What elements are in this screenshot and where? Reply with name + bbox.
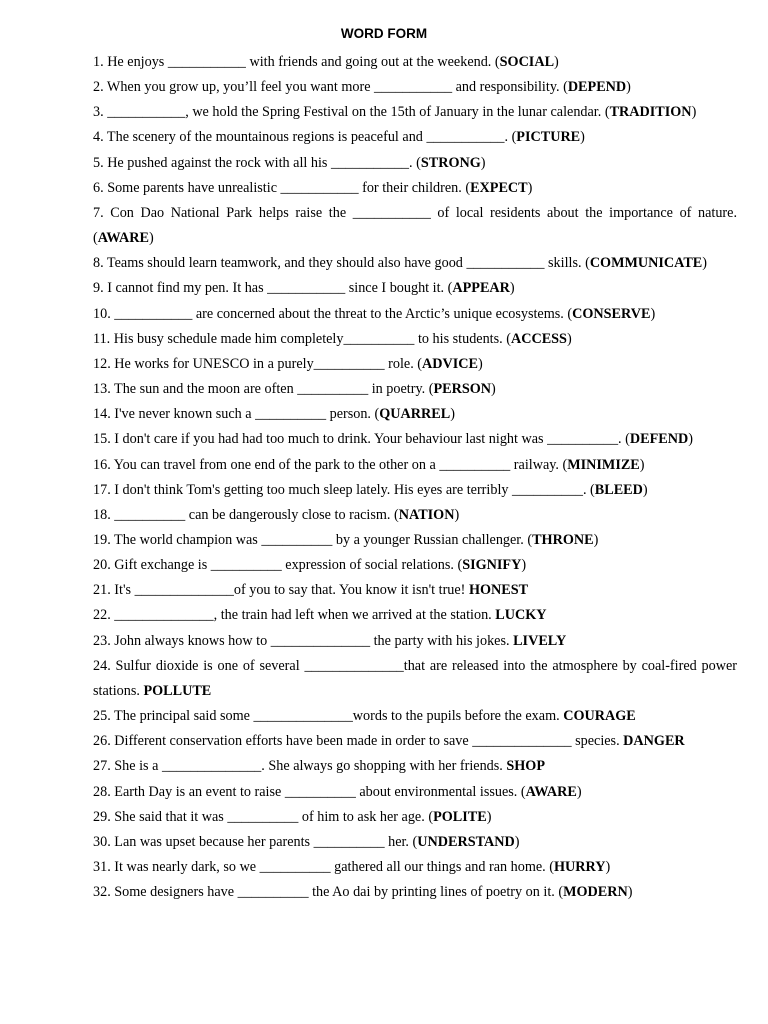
root-word: PERSON: [433, 381, 491, 398]
root-word: APPEAR: [452, 280, 510, 297]
sentence-text: 22. ______________, the train had left when we arrived at the station.: [93, 607, 496, 624]
exercise-item: [93, 251, 737, 276]
root-word: CONSERVE: [572, 305, 651, 322]
closing-text: ): [650, 305, 656, 322]
root-word: COURAGE: [563, 708, 636, 725]
closing-text: ): [576, 783, 582, 800]
exercise-item: [93, 352, 737, 377]
closing-text: ): [580, 129, 585, 146]
closing-text: ): [480, 154, 486, 171]
sentence-text: 1. He enjoys ___________ with friends and going out at the weekend. (: [93, 54, 500, 70]
sentence-text: 20. Gift exchange is __________ expression of social relations. (: [93, 557, 463, 574]
exercise-item: [93, 754, 737, 779]
exercise-item: [93, 603, 737, 628]
closing-text: ): [521, 557, 527, 574]
sentence-text: 12. He works for UNESCO in a purely__________ role. (: [93, 355, 423, 372]
root-word: THRONE: [532, 531, 594, 548]
sentence-text: 23. John always knows how to ______________ the party with his jokes.: [93, 632, 514, 649]
root-word: SHOP: [506, 758, 546, 775]
sentence-text: 31. It was nearly dark, so we __________ gathered all our things and ran home. (: [93, 859, 554, 875]
root-word: UNDERSTAND: [417, 833, 515, 850]
closing-text: ): [642, 481, 648, 498]
sentence-text: 3. ___________, we hold the Spring Festival on the 15th of January in the lunar calendar. (: [93, 104, 610, 121]
root-word: COMMUNICATE: [589, 255, 703, 272]
closing-text: ): [148, 230, 154, 247]
sentence-text: 7. Con Dao National Park helps raise the ___________ of local residents about the importance of nature. (: [93, 204, 737, 247]
exercise-item: [93, 629, 737, 654]
sentence-text: 32. Some designers have __________ the Ao dai by printing lines of poetry on it. (: [93, 884, 564, 901]
root-word: NATION: [398, 506, 455, 523]
exercise-item: [93, 780, 737, 805]
sentence-text: 19. The world champion was __________ by a younger Russian challenger. (: [93, 531, 533, 548]
sentence-text: 2. When you grow up, you’ll feel you want more ___________ and responsibility. (: [93, 79, 568, 96]
exercise-item: [93, 327, 737, 352]
root-word: ACCESS: [510, 330, 567, 347]
closing-text: ): [486, 808, 492, 825]
sentence-text: 8. Teams should learn teamwork, and they should also have good ___________ skills. (: [93, 255, 590, 272]
exercise-item: [93, 125, 737, 150]
page-title: WORD FORM: [340, 26, 428, 41]
closing-text: ): [450, 406, 455, 423]
exercise-item: [93, 151, 737, 176]
exercise-item: [93, 704, 737, 729]
exercise-item: [93, 503, 737, 528]
root-word: SIGNIFY: [462, 557, 522, 574]
exercise-item: [93, 805, 737, 830]
closing-text: ): [527, 179, 533, 196]
sentence-text: 25. The principal said some ______________words to the pupils before the exam.: [93, 708, 564, 725]
root-word: LIVELY: [513, 632, 567, 649]
closing-text: ): [702, 255, 707, 272]
sentence-text: 24. Sulfur dioxide is one of several ______________that are released into the atmosphere by coal-fired power stations.: [93, 657, 737, 699]
root-word: BLEED: [594, 481, 643, 498]
exercise-item: [93, 427, 737, 452]
sentence-text: 27. She is a ______________. She always go shopping with her friends.: [93, 758, 507, 775]
closing-text: ): [554, 54, 559, 70]
root-word: HONEST: [468, 582, 529, 599]
sentence-text: 17. I don't think Tom's getting too much sleep lately. His eyes are terribly __________. (: [93, 481, 595, 498]
root-word: ADVICE: [422, 355, 478, 372]
root-word: QUARREL: [379, 406, 451, 423]
closing-text: ): [626, 79, 631, 96]
sentence-text: 26. Different conservation efforts have been made in order to save ______________ species.: [93, 733, 624, 750]
exercise-item: [93, 855, 737, 880]
exercise-item: [93, 100, 737, 125]
sentence-text: 13. The sun and the moon are often __________ in poetry. (: [93, 381, 434, 398]
root-word: LUCKY: [495, 607, 547, 624]
sentence-text: 30. Lan was upset because her parents __________ her. (: [93, 833, 418, 850]
closing-text: ): [605, 859, 611, 875]
sentence-text: 29. She said that it was __________ of him to ask her age. (: [93, 808, 434, 825]
root-word: DEPEND: [567, 79, 627, 96]
exercise-list: [93, 50, 737, 905]
sentence-text: 9. I cannot find my pen. It has ___________ since I bought it. (: [93, 280, 453, 297]
root-word: AWARE: [525, 783, 577, 800]
closing-text: ): [566, 330, 572, 347]
sentence-text: 28. Earth Day is an event to raise __________ about environmental issues. (: [93, 783, 526, 800]
root-word: AWARE: [97, 230, 149, 247]
exercise-item: [93, 478, 737, 503]
root-word: MINIMIZE: [567, 456, 640, 473]
exercise-item: [93, 377, 737, 402]
root-word: SOCIAL: [499, 54, 555, 70]
root-word: POLLUTE: [143, 682, 212, 699]
sentence-text: 14. I've never known such a __________ person. (: [93, 406, 380, 423]
exercise-item: [93, 50, 737, 75]
sentence-text: 6. Some parents have unrealistic ___________ for their children. (: [93, 179, 471, 196]
sentence-text: 16. You can travel from one end of the park to the other on a __________ railway. (: [93, 456, 568, 473]
root-word: EXPECT: [470, 179, 528, 196]
closing-text: ): [593, 531, 599, 548]
root-word: DANGER: [623, 733, 685, 750]
sentence-text: 10. ___________ are concerned about the threat to the Arctic’s unique ecosystems. (: [93, 305, 573, 322]
exercise-item: [93, 528, 737, 553]
sentence-text: 21. It's ______________of you to say that. You know it isn't true!: [93, 582, 469, 599]
exercise-item: [93, 176, 737, 201]
exercise-item: [93, 453, 737, 478]
exercise-item: [93, 276, 737, 301]
closing-text: ): [691, 104, 697, 121]
sentence-text: 18. __________ can be dangerously close to racism. (: [93, 506, 399, 523]
sentence-text: 15. I don't care if you had had too much to drink. Your behaviour last night was __________. (: [93, 431, 630, 448]
sentence-text: 4. The scenery of the mountainous regions is peaceful and ___________. (: [93, 129, 517, 146]
exercise-item: [93, 553, 737, 578]
exercise-item: [93, 75, 737, 100]
closing-text: ): [627, 884, 633, 901]
exercise-item: [93, 880, 737, 905]
root-word: MODERN: [563, 884, 628, 901]
root-word: DEFEND: [629, 431, 689, 448]
root-word: HURRY: [553, 859, 606, 875]
root-word: STRONG: [420, 154, 481, 171]
exercise-item: [93, 654, 737, 704]
closing-text: ): [509, 280, 515, 297]
root-word: TRADITION: [609, 104, 692, 121]
closing-text: ): [639, 456, 645, 473]
exercise-item: [93, 729, 737, 754]
exercise-item: [93, 201, 737, 251]
exercise-item: [93, 302, 737, 327]
closing-text: ): [514, 833, 520, 850]
closing-text: ): [454, 506, 460, 523]
root-word: POLITE: [433, 808, 487, 825]
exercise-item: [93, 402, 737, 427]
closing-text: ): [688, 431, 693, 448]
root-word: PICTURE: [516, 129, 581, 146]
exercise-item: [93, 578, 737, 603]
closing-text: ): [490, 381, 496, 398]
exercise-item: [93, 830, 737, 855]
sentence-text: 11. His busy schedule made him completely__________ to his students. (: [93, 330, 511, 347]
closing-text: ): [478, 355, 483, 372]
sentence-text: 5. He pushed against the rock with all his ___________. (: [93, 154, 421, 171]
